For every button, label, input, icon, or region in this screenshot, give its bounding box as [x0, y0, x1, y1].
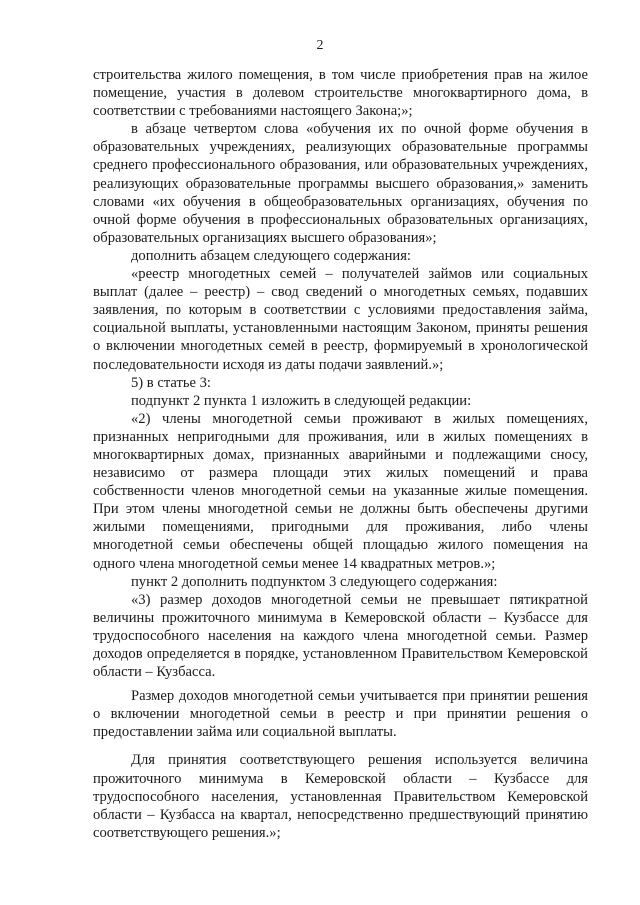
paragraph-add-abzac: дополнить абзацем следующего содержания:	[131, 247, 411, 264]
paragraph-registry-definition: «реестр многодетных семей – получателей займов или социальных выплат (далее – реестр) – свод сведений о многодетных семьях, подавших заявления, по которым в соответствии с условиями предоставления займа, социальной выплаты, установленными настоящим Законом, приняты решения о включении многодетных семей в реестр, формируемый в хронологической последовательности исходя из даты подачи заявлений.»;	[93, 266, 588, 373]
paragraph-continuation: строительства жилого помещения, в том числе приобретения прав на жилое помещение, участия в долевом строительстве многоквартирного дома, в соответствии с требованиями настоящего Закона;»;	[93, 67, 588, 120]
paragraph-amendment-abzac-4: в абзаце четвертом слова «обучения их по очной форме обучения в образовательных учреждениях, реализующих образовательные программы среднего профессионального образования, или образовательных учреждениях, реализующих образовательные программы высшего образования,» заменить словами «их обучения в общеобразовательных организациях, обучения по очной форме обучения в профессиональных образовательных организациях, образовательных организациях высшего образования»;	[93, 121, 588, 246]
paragraph-subpoint-2-instruction: подпункт 2 пункта 1 изложить в следующей редакции:	[131, 392, 472, 409]
paragraph-subpoint-3-text: «3) размер доходов многодетной семьи не превышает пятикратной величины прожиточного минимума в Кемеровской области – Кузбассе для трудоспособного населения на каждого члена многодетной семьи. Размер доходов определяется в порядке, установленном Правительством Кемеровской области – Кузбасса.	[93, 591, 588, 681]
paragraph-income-consideration: Размер доходов многодетной семьи учитывается при принятии решения о включении многодетной семьи в реестр и при принятии решения о предоставлении займа или социальной выплаты.	[93, 688, 588, 741]
paragraph-subsistence-minimum: Для принятия соответствующего решения используется величина прожиточного минимума в Кемеровской области – Кузбассе для трудоспособного населения, установленная Правительством Кемеровской области – Кузбасса на квартал, непосредственно предшествующий принятию соответствующего решения.»;	[93, 752, 588, 841]
paragraph-point-2-instruction: пункт 2 дополнить подпунктом 3 следующего содержания:	[131, 573, 498, 590]
document-body	[93, 66, 588, 842]
paragraph-subpoint-2-text: «2) члены многодетной семьи проживают в жилых помещениях, признанных непригодными для проживания, или в жилых помещениях в многоквартирных домах, признанных аварийными и подлежащими сносу, независимо от размера площади этих жилых помещений и права собственности членов многодетной семьи на указанные жилые помещения. При этом члены многодетной семьи не должны быть обеспечены другими жилыми помещениями, пригодными для проживания, либо члены многодетной семьи обеспечены общей площадью жилого помещения на одного члена многодетной семьи менее 14 квадратных метров.»;	[93, 410, 588, 572]
page-number: 2	[316, 38, 324, 53]
paragraph-article-3: 5) в статье 3:	[131, 374, 211, 391]
